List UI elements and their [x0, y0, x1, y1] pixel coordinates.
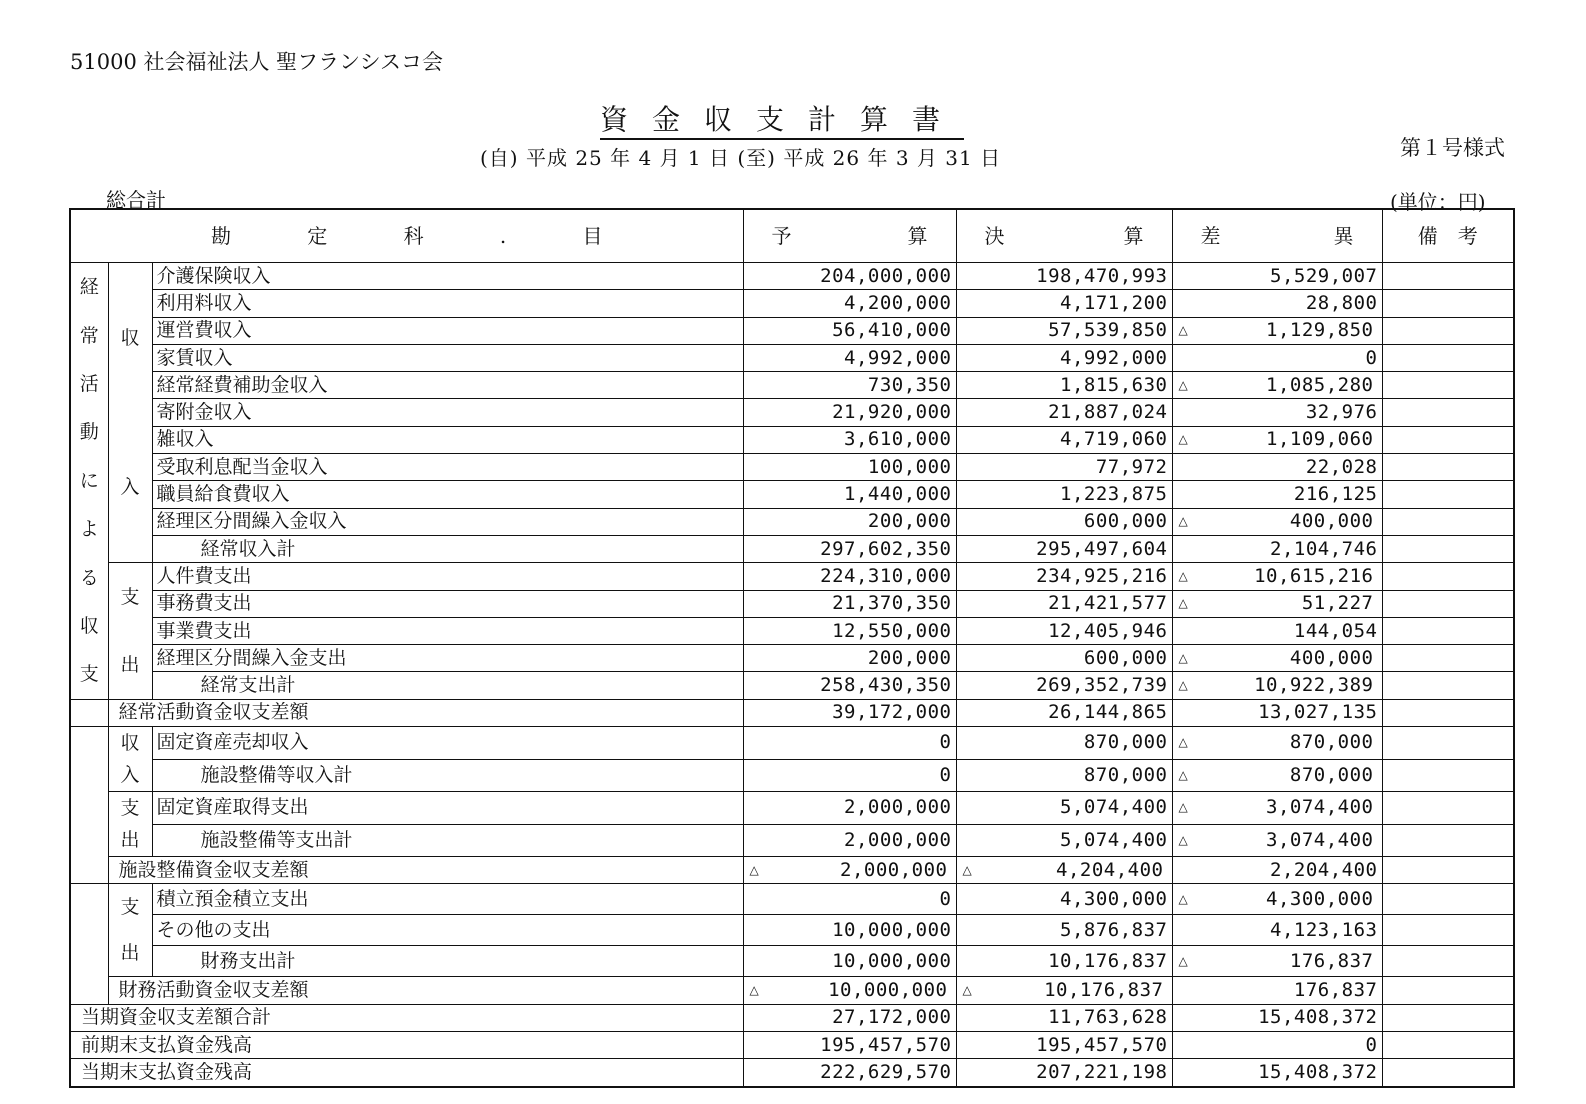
- budget-cell: 0: [743, 884, 956, 915]
- account-name: 施設整備等収入計: [152, 759, 743, 792]
- account-name: 職員給食費収入: [152, 481, 743, 508]
- budget-cell: 100,000: [743, 454, 956, 481]
- negative-mark: △: [1178, 891, 1189, 906]
- note-cell: [1382, 946, 1514, 977]
- diff-cell: [1172, 372, 1382, 399]
- negative-mark: △: [1178, 800, 1189, 815]
- diff-cell-value: 3,074,400: [1266, 796, 1374, 819]
- negative-mark: △: [1178, 596, 1189, 611]
- group-label-char: 支: [120, 896, 140, 919]
- diff-cell: 176,837: [1172, 977, 1382, 1004]
- note-cell: [1382, 317, 1514, 344]
- negative-mark: △: [1178, 678, 1189, 693]
- group-label: [108, 727, 152, 792]
- note-cell: [1382, 290, 1514, 317]
- actual-cell: 57,539,850: [956, 317, 1172, 344]
- group-label: [108, 563, 152, 699]
- group-label-char: 入: [120, 476, 140, 499]
- diff-cell-value: 400,000: [1289, 646, 1374, 669]
- note-cell: [1382, 590, 1514, 617]
- budget-cell: 10,000,000: [743, 915, 956, 946]
- diff-cell-value: 176,837: [1289, 949, 1374, 972]
- account-name: 施設整備資金収支差額: [108, 857, 743, 884]
- group-label-char: 支: [120, 586, 140, 609]
- diff-header: 差 異: [1172, 209, 1382, 263]
- actual-cell: 5,876,837: [956, 915, 1172, 946]
- group-label: [70, 263, 108, 700]
- budget-cell: 0: [743, 727, 956, 760]
- table-row: [70, 344, 1514, 371]
- note-cell: [1382, 617, 1514, 644]
- note-cell: [1382, 1031, 1514, 1058]
- budget-cell: 56,410,000: [743, 317, 956, 344]
- form-number: 第１号様式: [1400, 136, 1505, 160]
- negative-mark: △: [1178, 377, 1189, 392]
- account-name: 運営費収入: [152, 317, 743, 344]
- account-name: 経理区分間繰入金支出: [152, 645, 743, 672]
- actual-cell: [956, 857, 1172, 884]
- group-label-char: 出: [120, 942, 140, 965]
- table-row: [70, 645, 1514, 672]
- actual-cell: 21,887,024: [956, 399, 1172, 426]
- actual-cell: 4,300,000: [956, 884, 1172, 915]
- actual-cell: 195,457,570: [956, 1031, 1172, 1058]
- negative-mark: △: [749, 862, 760, 877]
- group-label: [108, 884, 152, 977]
- negative-mark: △: [1178, 323, 1189, 338]
- table-row: [70, 454, 1514, 481]
- note-cell: [1382, 824, 1514, 857]
- account-name: 事務費支出: [152, 590, 743, 617]
- actual-cell: 207,221,198: [956, 1059, 1172, 1087]
- account-name: 受取利息配当金収入: [152, 454, 743, 481]
- account-name: 寄附金収入: [152, 399, 743, 426]
- actual-cell: 12,405,946: [956, 617, 1172, 644]
- diff-cell: 15,408,372: [1172, 1059, 1382, 1087]
- group-label-char: 入: [120, 764, 140, 787]
- group-label-char: 収: [79, 615, 99, 638]
- negative-mark: △: [1178, 568, 1189, 583]
- table-row: [70, 699, 1514, 726]
- budget-cell: 222,629,570: [743, 1059, 956, 1087]
- diff-cell-value: 870,000: [1289, 763, 1374, 786]
- account-name: 事業費支出: [152, 617, 743, 644]
- group-label-char: 活: [79, 373, 99, 396]
- diff-cell: [1172, 884, 1382, 915]
- subject-header: 勘 定 科 . 目: [70, 209, 743, 263]
- account-name: 当期資金収支差額合計: [70, 1004, 743, 1031]
- note-cell: [1382, 344, 1514, 371]
- budget-cell: 21,920,000: [743, 399, 956, 426]
- blank-group-cell: [70, 727, 108, 884]
- table-row: [70, 372, 1514, 399]
- budget-cell: [743, 977, 956, 1004]
- diff-cell: [1172, 426, 1382, 453]
- budget-cell: 27,172,000: [743, 1004, 956, 1031]
- negative-mark: △: [1178, 832, 1189, 847]
- diff-cell: [1172, 317, 1382, 344]
- group-label-char: 収: [120, 732, 140, 755]
- budget-cell: 204,000,000: [743, 263, 956, 290]
- group-label-char: よ: [79, 518, 99, 541]
- budget-cell: 195,457,570: [743, 1031, 956, 1058]
- table-row: [70, 1059, 1514, 1087]
- diff-cell-value: 1,109,060: [1266, 428, 1374, 451]
- account-name: 財務支出計: [152, 946, 743, 977]
- group-label-char: 出: [120, 653, 140, 676]
- diff-cell: 15,408,372: [1172, 1004, 1382, 1031]
- budget-cell: 258,430,350: [743, 672, 956, 699]
- budget-cell-value: 2,000,000: [840, 858, 948, 881]
- diff-cell: [1172, 824, 1382, 857]
- diff-cell: 13,027,135: [1172, 699, 1382, 726]
- account-name: 固定資産取得支出: [152, 792, 743, 825]
- negative-mark: △: [1178, 735, 1189, 750]
- table-row: [70, 946, 1514, 977]
- table-row: [70, 426, 1514, 453]
- note-header: 備 考: [1382, 209, 1514, 263]
- table-row: [70, 824, 1514, 857]
- actual-cell-value: 10,176,837: [1044, 978, 1164, 1001]
- note-cell: [1382, 563, 1514, 590]
- table-row: [70, 481, 1514, 508]
- actual-cell: 26,144,865: [956, 699, 1172, 726]
- blank-cell: [70, 699, 108, 726]
- note-cell: [1382, 426, 1514, 453]
- account-name: 雑収入: [152, 426, 743, 453]
- account-name: 経常支出計: [152, 672, 743, 699]
- budget-cell: 2,000,000: [743, 792, 956, 825]
- account-name: 当期末支払資金残高: [70, 1059, 743, 1087]
- account-name: 経理区分間繰入金収入: [152, 508, 743, 535]
- note-cell: [1382, 699, 1514, 726]
- unit-label: (単位：円): [1390, 190, 1486, 214]
- group-label-char: 収: [120, 326, 140, 349]
- group-label-char: る: [79, 566, 99, 589]
- budget-cell: 2,000,000: [743, 824, 956, 857]
- actual-cell: 77,972: [956, 454, 1172, 481]
- account-name: 固定資産売却収入: [152, 727, 743, 760]
- note-cell: [1382, 263, 1514, 290]
- budget-cell: 4,200,000: [743, 290, 956, 317]
- account-name: 施設整備等支出計: [152, 824, 743, 857]
- negative-mark: △: [1178, 767, 1189, 782]
- budget-cell: 200,000: [743, 508, 956, 535]
- budget-cell: 3,610,000: [743, 426, 956, 453]
- actual-cell: 295,497,604: [956, 535, 1172, 562]
- actual-cell: [956, 977, 1172, 1004]
- diff-cell: 2,104,746: [1172, 535, 1382, 562]
- budget-cell: 21,370,350: [743, 590, 956, 617]
- note-cell: [1382, 727, 1514, 760]
- table-row: [70, 915, 1514, 946]
- group-label-char: に: [79, 469, 99, 492]
- actual-cell: 21,421,577: [956, 590, 1172, 617]
- negative-mark: △: [962, 982, 973, 997]
- budget-cell: 39,172,000: [743, 699, 956, 726]
- table-row: [70, 727, 1514, 760]
- budget-cell: 12,550,000: [743, 617, 956, 644]
- note-cell: [1382, 1059, 1514, 1087]
- diff-cell-value: 400,000: [1289, 510, 1374, 533]
- actual-cell: 600,000: [956, 645, 1172, 672]
- note-cell: [1382, 884, 1514, 915]
- note-cell: [1382, 454, 1514, 481]
- negative-mark: △: [1178, 650, 1189, 665]
- actual-cell: 600,000: [956, 508, 1172, 535]
- diff-cell-value: 3,074,400: [1266, 828, 1374, 851]
- budget-cell: 224,310,000: [743, 563, 956, 590]
- note-cell: [1382, 645, 1514, 672]
- actual-cell: 4,171,200: [956, 290, 1172, 317]
- group-label-char: 常: [79, 324, 99, 347]
- account-name: 介護保険収入: [152, 263, 743, 290]
- note-cell: [1382, 399, 1514, 426]
- budget-cell: 1,440,000: [743, 481, 956, 508]
- diff-cell: 144,054: [1172, 617, 1382, 644]
- diff-cell: 2,204,400: [1172, 857, 1382, 884]
- note-cell: [1382, 535, 1514, 562]
- group-label: [108, 263, 152, 563]
- diff-cell: [1172, 672, 1382, 699]
- table-row: [70, 977, 1514, 1004]
- budget-cell: [743, 857, 956, 884]
- header-row: [70, 209, 1514, 263]
- actual-cell: 234,925,216: [956, 563, 1172, 590]
- table-row: [70, 399, 1514, 426]
- table-row: [70, 1004, 1514, 1031]
- negative-mark: △: [1178, 514, 1189, 529]
- actual-cell: 10,176,837: [956, 946, 1172, 977]
- diff-cell: 216,125: [1172, 481, 1382, 508]
- cash-flow-table: [69, 208, 1515, 1088]
- group-label-char: 経: [79, 276, 99, 299]
- group-label-char: 出: [120, 829, 140, 852]
- group-label-char: 支: [79, 663, 99, 686]
- actual-cell-value: 4,204,400: [1056, 858, 1164, 881]
- table-row: [70, 590, 1514, 617]
- diff-cell-value: 51,227: [1301, 592, 1374, 615]
- account-name: 積立預金積立支出: [152, 884, 743, 915]
- actual-cell: 1,223,875: [956, 481, 1172, 508]
- diff-cell: 28,800: [1172, 290, 1382, 317]
- note-cell: [1382, 672, 1514, 699]
- group-label-char: 支: [120, 797, 140, 820]
- account-name: 前期末支払資金残高: [70, 1031, 743, 1058]
- diff-cell-value: 10,615,216: [1254, 564, 1374, 587]
- note-cell: [1382, 481, 1514, 508]
- actual-cell: 870,000: [956, 727, 1172, 760]
- note-cell: [1382, 372, 1514, 399]
- budget-cell: 0: [743, 759, 956, 792]
- table-row: [70, 792, 1514, 825]
- actual-cell: 11,763,628: [956, 1004, 1172, 1031]
- table-row: [70, 1031, 1514, 1058]
- table-row: [70, 759, 1514, 792]
- table-row: [70, 535, 1514, 562]
- account-name: 財務活動資金収支差額: [108, 977, 743, 1004]
- diff-cell: 0: [1172, 1031, 1382, 1058]
- table-row: [70, 317, 1514, 344]
- negative-mark: △: [749, 982, 760, 997]
- table-row: [70, 672, 1514, 699]
- table-row: [70, 563, 1514, 590]
- section-label: 総合計: [106, 188, 166, 212]
- diff-cell: [1172, 946, 1382, 977]
- actual-cell: 198,470,993: [956, 263, 1172, 290]
- diff-cell: 32,976: [1172, 399, 1382, 426]
- diff-cell: [1172, 508, 1382, 535]
- account-name: 利用料収入: [152, 290, 743, 317]
- account-name: 経常収入計: [152, 535, 743, 562]
- table-row: [70, 508, 1514, 535]
- diff-cell-value: 10,922,389: [1254, 674, 1374, 697]
- diff-cell: [1172, 563, 1382, 590]
- table-row: [70, 884, 1514, 915]
- document-title: 資金収支計算書: [600, 104, 964, 140]
- account-name: 家賃収入: [152, 344, 743, 371]
- budget-cell: 10,000,000: [743, 946, 956, 977]
- actual-cell: 269,352,739: [956, 672, 1172, 699]
- diff-cell-value: 870,000: [1289, 731, 1374, 754]
- budget-cell: 730,350: [743, 372, 956, 399]
- account-name: 経常経費補助金収入: [152, 372, 743, 399]
- budget-cell: 200,000: [743, 645, 956, 672]
- diff-cell: 4,123,163: [1172, 915, 1382, 946]
- note-cell: [1382, 857, 1514, 884]
- note-cell: [1382, 977, 1514, 1004]
- budget-cell: 297,602,350: [743, 535, 956, 562]
- diff-cell-value: 1,129,850: [1266, 319, 1374, 342]
- actual-cell: 5,074,400: [956, 824, 1172, 857]
- diff-cell: 22,028: [1172, 454, 1382, 481]
- actual-cell: 870,000: [956, 759, 1172, 792]
- table-row: [70, 263, 1514, 290]
- diff-cell: 5,529,007: [1172, 263, 1382, 290]
- negative-mark: △: [962, 862, 973, 877]
- account-name: 人件費支出: [152, 563, 743, 590]
- table-row: [70, 617, 1514, 644]
- note-cell: [1382, 508, 1514, 535]
- diff-cell: [1172, 645, 1382, 672]
- diff-cell: 0: [1172, 344, 1382, 371]
- fiscal-period: (自) 平成 25 年 4 月 1 日 (至) 平成 26 年 3 月 31 日: [480, 146, 1002, 170]
- diff-cell: [1172, 792, 1382, 825]
- budget-header: 予 算: [743, 209, 956, 263]
- budget-cell: 4,992,000: [743, 344, 956, 371]
- organization-name: 51000 社会福祉法人 聖フランシスコ会: [70, 50, 443, 74]
- group-label-char: 動: [79, 421, 99, 444]
- note-cell: [1382, 915, 1514, 946]
- actual-header: 決 算: [956, 209, 1172, 263]
- group-label: [108, 792, 152, 857]
- budget-cell-value: 10,000,000: [828, 978, 948, 1001]
- diff-cell-value: 1,085,280: [1266, 373, 1374, 396]
- actual-cell: 5,074,400: [956, 792, 1172, 825]
- actual-cell: 4,719,060: [956, 426, 1172, 453]
- diff-cell: [1172, 590, 1382, 617]
- account-name: 経常活動資金収支差額: [108, 699, 743, 726]
- table-row: [70, 290, 1514, 317]
- negative-mark: △: [1178, 432, 1189, 447]
- blank-group-cell: [70, 884, 108, 1004]
- diff-cell-value: 4,300,000: [1266, 887, 1374, 910]
- diff-cell: [1172, 759, 1382, 792]
- actual-cell: 4,992,000: [956, 344, 1172, 371]
- account-name: その他の支出: [152, 915, 743, 946]
- note-cell: [1382, 792, 1514, 825]
- note-cell: [1382, 1004, 1514, 1031]
- actual-cell: 1,815,630: [956, 372, 1172, 399]
- diff-cell: [1172, 727, 1382, 760]
- table-row: [70, 857, 1514, 884]
- negative-mark: △: [1178, 953, 1189, 968]
- note-cell: [1382, 759, 1514, 792]
